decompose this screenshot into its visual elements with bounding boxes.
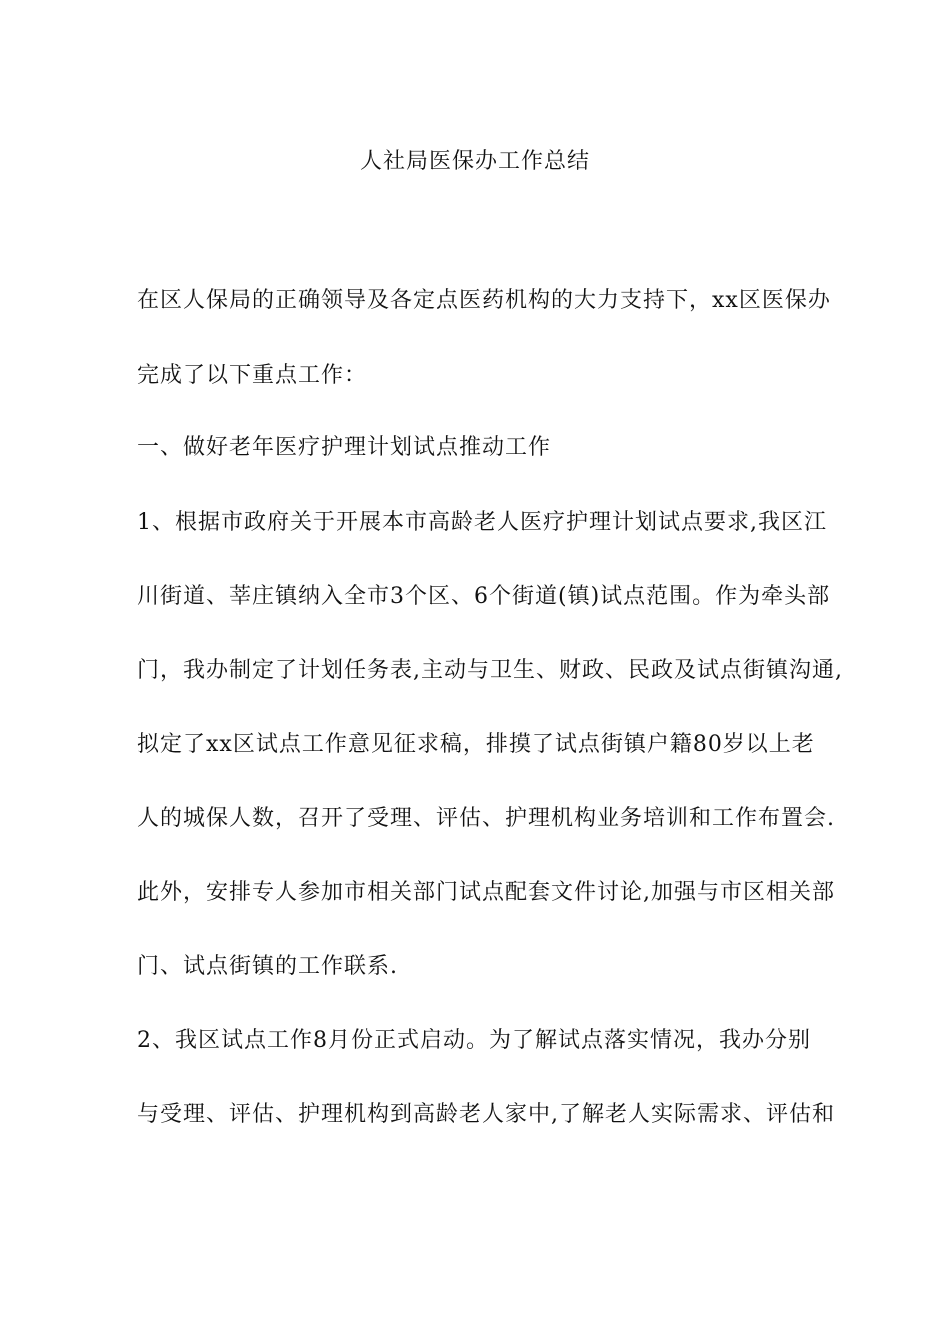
section-heading-1: 一、做好老年医疗护理计划试点推动工作 [137,435,552,460]
paragraph-line-10: 2、我区试点工作8月份正式启动。为了解试点落实情况，我办分别 [137,1028,811,1053]
paragraph-line-5: 门，我办制定了计划任务表,主动与卫生、财政、民政及试点街镇沟通, [137,658,843,683]
paragraph-line-3: 1、根据市政府关于开展本市高龄老人医疗护理计划试点要求,我区江 [137,510,827,535]
paragraph-line-8: 此外，安排专人参加市相关部门试点配套文件讨论,加强与市区相关部 [137,880,835,905]
paragraph-line-7: 人的城保人数，召开了受理、评估、护理机构业务培训和工作布置会. [137,806,835,831]
paragraph-line-9: 门、试点街镇的工作联系. [137,954,398,979]
paragraph-line-1: 在区人保局的正确领导及各定点医药机构的大力支持下，xx区医保办 [137,288,831,313]
document-title: 人社局医保办工作总结 [359,149,590,174]
paragraph-line-6: 拟定了xx区试点工作意见征求稿，排摸了试点街镇户籍80岁以上老 [137,732,815,757]
paragraph-line-2: 完成了以下重点工作： [137,363,368,388]
paragraph-line-4: 川街道、莘庄镇纳入全市3个区、6个街道(镇)试点范围。作为牵头部 [137,584,831,609]
paragraph-line-11: 与受理、评估、护理机构到高龄老人家中,了解老人实际需求、评估和 [137,1102,835,1127]
